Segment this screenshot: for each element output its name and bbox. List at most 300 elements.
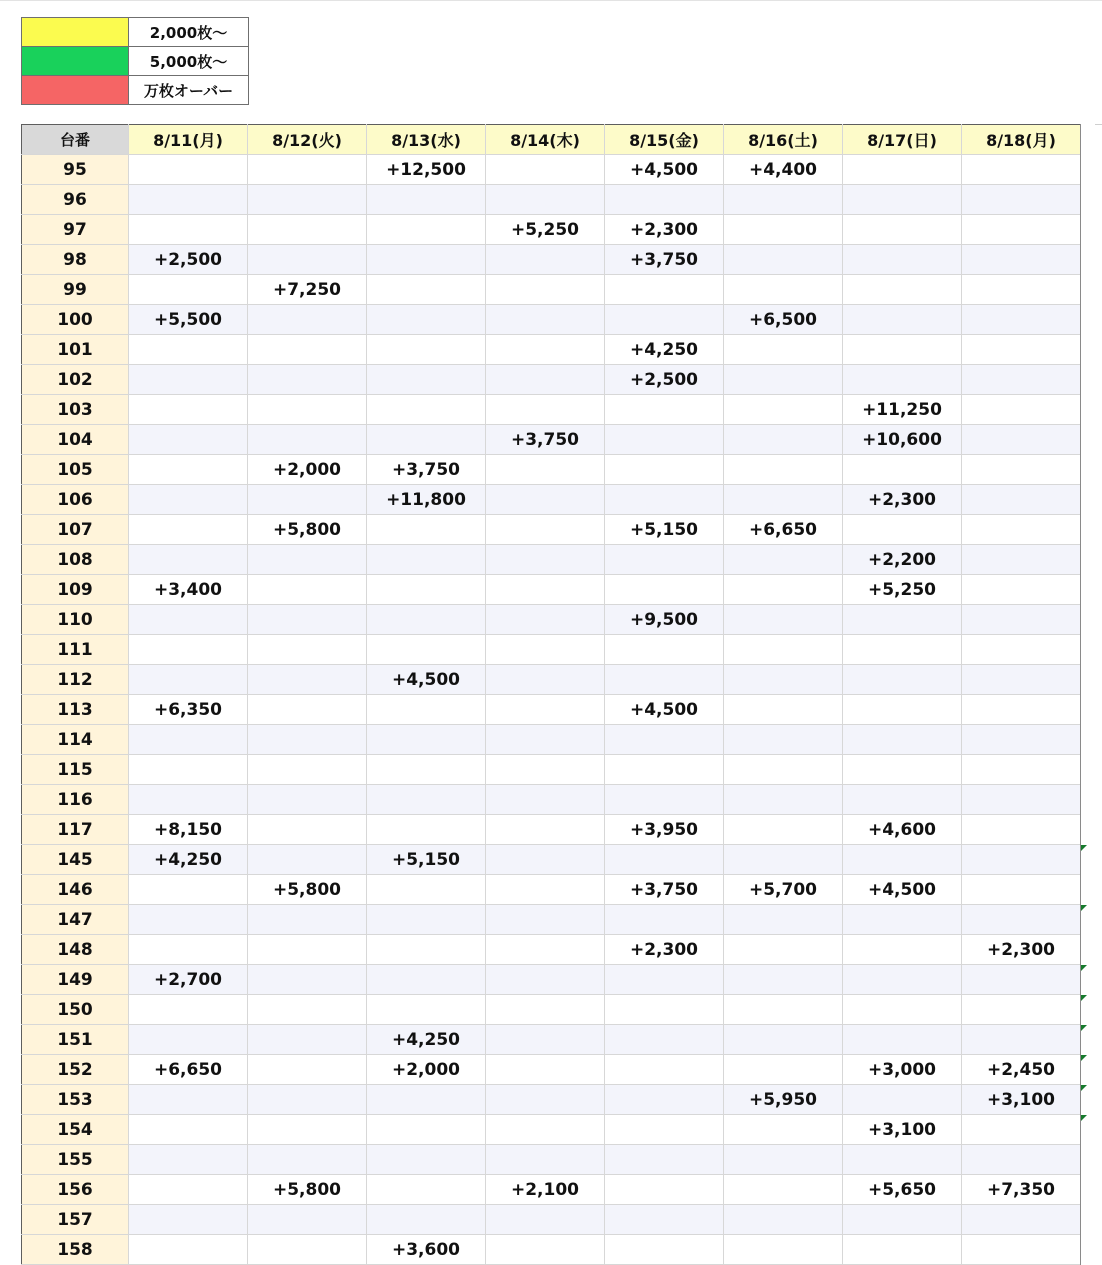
payout-cell	[367, 575, 486, 605]
table-row	[22, 905, 1081, 935]
machine-number-cell: 117	[22, 815, 129, 845]
machine-number-cell: 103	[22, 395, 129, 425]
payout-cell	[486, 695, 605, 725]
payout-cell: +3,950	[605, 815, 724, 845]
payout-cell: +6,650	[129, 1055, 248, 1085]
payout-cell	[129, 995, 248, 1025]
payout-cell	[962, 845, 1081, 875]
payout-cell: +2,300	[962, 935, 1081, 965]
machine-number-header: 台番	[22, 125, 129, 155]
payout-cell	[605, 725, 724, 755]
machine-number-cell: 95	[22, 155, 129, 185]
payout-cell	[486, 485, 605, 515]
payout-cell	[129, 935, 248, 965]
payout-cell	[605, 635, 724, 665]
payout-cell	[724, 995, 843, 1025]
payout-cell	[248, 485, 367, 515]
payout-cell	[605, 575, 724, 605]
payout-cell	[129, 485, 248, 515]
machine-number-cell: 114	[22, 725, 129, 755]
payout-cell: +4,500	[367, 665, 486, 695]
payout-cell	[486, 605, 605, 635]
payout-cell	[248, 785, 367, 815]
payout-cell	[486, 455, 605, 485]
payout-cell	[367, 605, 486, 635]
table-row	[22, 155, 1081, 185]
payout-cell	[248, 215, 367, 245]
machine-number-cell: 116	[22, 785, 129, 815]
payout-cell	[367, 635, 486, 665]
payout-cell	[367, 995, 486, 1025]
date-header: 8/12(火)	[248, 125, 367, 155]
payout-cell: +5,250	[843, 575, 962, 605]
payout-cell	[962, 545, 1081, 575]
payout-cell	[486, 305, 605, 335]
payout-cell	[843, 1205, 962, 1235]
payout-cell	[367, 245, 486, 275]
table-row	[22, 875, 1081, 905]
date-header: 8/17(日)	[843, 125, 962, 155]
payout-cell	[129, 365, 248, 395]
payout-cell	[962, 185, 1081, 215]
machine-number-cell: 111	[22, 635, 129, 665]
payout-cell	[486, 155, 605, 185]
payout-cell: +8,150	[129, 815, 248, 845]
payout-cell	[605, 1115, 724, 1145]
table-row	[22, 815, 1081, 845]
date-header: 8/16(土)	[724, 125, 843, 155]
payout-cell: +5,150	[367, 845, 486, 875]
machine-number-cell: 102	[22, 365, 129, 395]
payout-cell: +6,650	[724, 515, 843, 545]
payout-cell	[367, 1115, 486, 1145]
payout-cell: +5,700	[724, 875, 843, 905]
payout-cell	[486, 995, 605, 1025]
payout-cell: +6,500	[724, 305, 843, 335]
payout-cell	[843, 935, 962, 965]
payout-cell: +4,500	[605, 695, 724, 725]
comment-marker-icon	[1081, 905, 1087, 911]
payout-cell	[962, 965, 1081, 995]
payout-cell	[367, 335, 486, 365]
machine-number-cell: 154	[22, 1115, 129, 1145]
legend-swatch-yellow	[22, 18, 129, 47]
payout-cell	[129, 545, 248, 575]
payout-cell: +3,750	[605, 245, 724, 275]
payout-cell	[724, 455, 843, 485]
payout-cell	[962, 485, 1081, 515]
machine-number-cell: 155	[22, 1145, 129, 1175]
table-row	[22, 395, 1081, 425]
payout-cell	[367, 1145, 486, 1175]
payout-cell	[129, 155, 248, 185]
payout-cell	[248, 965, 367, 995]
payout-cell: +3,750	[367, 455, 486, 485]
payout-cell	[486, 875, 605, 905]
payout-cell	[843, 995, 962, 1025]
payout-cell: +11,250	[843, 395, 962, 425]
payout-cell	[724, 275, 843, 305]
payout-cell	[724, 635, 843, 665]
payout-cell	[248, 245, 367, 275]
payout-cell	[248, 845, 367, 875]
payout-cell	[486, 1085, 605, 1115]
machine-number-cell: 113	[22, 695, 129, 725]
payout-cell	[367, 215, 486, 245]
payout-cell	[486, 275, 605, 305]
payout-cell: +5,800	[248, 515, 367, 545]
table-row	[22, 575, 1081, 605]
payout-cell	[248, 155, 367, 185]
payout-cell	[248, 905, 367, 935]
payout-cell: +3,100	[962, 1085, 1081, 1115]
payout-cell	[129, 1205, 248, 1235]
table-body	[22, 155, 1081, 1265]
date-header: 8/14(木)	[486, 125, 605, 155]
payout-cell	[962, 155, 1081, 185]
payout-cell	[605, 995, 724, 1025]
payout-cell	[724, 755, 843, 785]
machine-number-cell: 112	[22, 665, 129, 695]
comment-marker-icon	[1081, 845, 1087, 851]
payout-cell	[843, 1145, 962, 1175]
machine-number-cell: 157	[22, 1205, 129, 1235]
table-row	[22, 605, 1081, 635]
payout-cell: +5,650	[843, 1175, 962, 1205]
table-row	[22, 185, 1081, 215]
payout-cell	[962, 1235, 1081, 1265]
payout-cell	[605, 1175, 724, 1205]
payout-cell: +5,500	[129, 305, 248, 335]
machine-number-cell: 98	[22, 245, 129, 275]
payout-cell	[129, 1175, 248, 1205]
payout-cell	[248, 815, 367, 845]
payout-cell	[962, 215, 1081, 245]
payout-cell: +2,300	[605, 935, 724, 965]
payout-cell	[248, 995, 367, 1025]
payout-cell	[843, 155, 962, 185]
table-row	[22, 1175, 1081, 1205]
payout-cell	[248, 935, 367, 965]
payout-cell	[724, 1025, 843, 1055]
machine-number-cell: 100	[22, 305, 129, 335]
payout-cell: +2,450	[962, 1055, 1081, 1085]
payout-cell	[843, 455, 962, 485]
payout-cell	[605, 1235, 724, 1265]
payout-cell	[486, 1145, 605, 1175]
payout-cell	[962, 1115, 1081, 1145]
payout-cell	[605, 1025, 724, 1055]
payout-cell	[724, 425, 843, 455]
payout-cell	[843, 1085, 962, 1115]
payout-cell	[724, 1205, 843, 1235]
payout-cell	[962, 755, 1081, 785]
payout-cell: +4,250	[129, 845, 248, 875]
payout-cell	[129, 755, 248, 785]
payout-cell	[605, 905, 724, 935]
top-divider	[0, 0, 1102, 1]
payout-cell	[367, 695, 486, 725]
table-row	[22, 425, 1081, 455]
payout-cell: +6,350	[129, 695, 248, 725]
payout-cell	[724, 1055, 843, 1085]
machine-number-cell: 115	[22, 755, 129, 785]
payout-cell: +7,250	[248, 275, 367, 305]
payout-cell	[486, 635, 605, 665]
payout-cell	[248, 605, 367, 635]
machine-number-cell: 158	[22, 1235, 129, 1265]
payout-cell	[367, 905, 486, 935]
header-row	[22, 125, 1081, 155]
payout-cell	[605, 395, 724, 425]
payout-cell	[367, 365, 486, 395]
legend-row	[22, 18, 249, 47]
payout-cell	[605, 785, 724, 815]
payout-cell	[962, 875, 1081, 905]
payout-cell	[724, 905, 843, 935]
payout-cell	[129, 215, 248, 245]
payout-cell	[486, 395, 605, 425]
payout-cell: +5,800	[248, 1175, 367, 1205]
payout-cell: +3,600	[367, 1235, 486, 1265]
payout-cell	[248, 725, 367, 755]
payout-cell	[248, 1235, 367, 1265]
table-row	[22, 365, 1081, 395]
payout-cell: +3,400	[129, 575, 248, 605]
payout-cell	[962, 1025, 1081, 1055]
payout-cell	[129, 1025, 248, 1055]
payout-cell	[605, 455, 724, 485]
payout-cell	[248, 1085, 367, 1115]
payout-cell	[843, 365, 962, 395]
payout-cell	[248, 1055, 367, 1085]
payout-cell	[367, 815, 486, 845]
payout-cell: +5,150	[605, 515, 724, 545]
table-row	[22, 335, 1081, 365]
payout-cell	[843, 335, 962, 365]
payout-cell	[486, 815, 605, 845]
payout-cell	[248, 575, 367, 605]
payout-cell	[248, 665, 367, 695]
payout-cell	[486, 905, 605, 935]
payout-cell	[129, 725, 248, 755]
payout-cell	[367, 1175, 486, 1205]
payout-cell	[129, 875, 248, 905]
date-header: 8/15(金)	[605, 125, 724, 155]
comment-marker-icon	[1081, 1085, 1087, 1091]
payout-cell: +2,000	[248, 455, 367, 485]
machine-number-cell: 150	[22, 995, 129, 1025]
payout-cell	[248, 1115, 367, 1145]
table-row	[22, 1205, 1081, 1235]
payout-cell	[367, 425, 486, 455]
payout-cell	[962, 665, 1081, 695]
payout-cell	[962, 275, 1081, 305]
comment-marker-icon	[1081, 995, 1087, 1001]
payout-cell	[248, 185, 367, 215]
comment-marker-icon	[1081, 965, 1087, 971]
machine-number-cell: 107	[22, 515, 129, 545]
payout-cell: +5,950	[724, 1085, 843, 1115]
payout-cell: +4,250	[367, 1025, 486, 1055]
payout-cell	[486, 335, 605, 365]
payout-cell	[129, 395, 248, 425]
payout-cell	[248, 425, 367, 455]
machine-number-cell: 151	[22, 1025, 129, 1055]
payout-cell	[724, 245, 843, 275]
payout-cell	[843, 665, 962, 695]
payout-cell	[962, 785, 1081, 815]
table-row	[22, 995, 1081, 1025]
payout-cell: +2,500	[129, 245, 248, 275]
payout-cell	[724, 335, 843, 365]
payout-cell	[129, 275, 248, 305]
payout-cell	[486, 1025, 605, 1055]
payout-cell	[724, 695, 843, 725]
payout-cell	[843, 215, 962, 245]
table-row	[22, 845, 1081, 875]
payout-cell	[248, 335, 367, 365]
payout-cell	[605, 755, 724, 785]
payout-cell	[486, 935, 605, 965]
table-row	[22, 1025, 1081, 1055]
payout-cell	[367, 755, 486, 785]
payout-cell: +4,600	[843, 815, 962, 845]
payout-cell	[248, 695, 367, 725]
payout-cell	[129, 1235, 248, 1265]
payout-cell	[724, 185, 843, 215]
payout-cell	[367, 305, 486, 335]
payout-cell	[843, 725, 962, 755]
payout-cell: +2,100	[486, 1175, 605, 1205]
payout-table	[21, 124, 1081, 1265]
payout-cell	[843, 305, 962, 335]
date-header: 8/11(月)	[129, 125, 248, 155]
payout-cell	[367, 1205, 486, 1235]
payout-cell: +4,500	[843, 875, 962, 905]
payout-cell	[605, 185, 724, 215]
machine-number-cell: 106	[22, 485, 129, 515]
comment-marker-icon	[1081, 1025, 1087, 1031]
payout-cell	[486, 515, 605, 545]
payout-cell	[962, 515, 1081, 545]
payout-cell	[605, 1145, 724, 1175]
payout-cell	[843, 785, 962, 815]
table-row	[22, 515, 1081, 545]
legend-label: 2,000枚～	[129, 18, 249, 47]
table-row	[22, 485, 1081, 515]
payout-cell	[129, 605, 248, 635]
payout-cell	[724, 935, 843, 965]
table-row	[22, 455, 1081, 485]
payout-cell: +4,500	[605, 155, 724, 185]
payout-cell	[843, 695, 962, 725]
payout-cell	[605, 425, 724, 455]
payout-cell	[724, 1115, 843, 1145]
payout-cell	[486, 1055, 605, 1085]
payout-cell: +2,500	[605, 365, 724, 395]
payout-cell: +3,750	[605, 875, 724, 905]
payout-cell: +10,600	[843, 425, 962, 455]
machine-number-cell: 148	[22, 935, 129, 965]
payout-cell	[962, 815, 1081, 845]
payout-cell	[129, 335, 248, 365]
payout-cell	[248, 365, 367, 395]
payout-cell	[724, 485, 843, 515]
table-row	[22, 1085, 1081, 1115]
payout-cell	[367, 1085, 486, 1115]
payout-cell	[129, 635, 248, 665]
payout-cell	[843, 1025, 962, 1055]
payout-cell	[843, 1235, 962, 1265]
payout-cell	[486, 1205, 605, 1235]
payout-cell	[962, 725, 1081, 755]
table-row	[22, 665, 1081, 695]
payout-cell	[367, 515, 486, 545]
color-legend	[21, 17, 249, 105]
payout-cell	[367, 395, 486, 425]
payout-cell	[367, 935, 486, 965]
machine-number-cell: 108	[22, 545, 129, 575]
payout-cell	[843, 515, 962, 545]
payout-cell	[129, 1085, 248, 1115]
payout-cell: +12,500	[367, 155, 486, 185]
payout-cell	[129, 185, 248, 215]
legend-label: 万枚オーバー	[129, 76, 249, 105]
payout-cell	[724, 815, 843, 845]
payout-cell	[962, 395, 1081, 425]
machine-number-cell: 104	[22, 425, 129, 455]
comment-marker-icon	[1081, 1055, 1087, 1061]
payout-cell	[367, 785, 486, 815]
payout-cell	[962, 995, 1081, 1025]
payout-cell	[605, 545, 724, 575]
machine-number-cell: 149	[22, 965, 129, 995]
payout-cell	[367, 875, 486, 905]
payout-cell	[605, 1085, 724, 1115]
payout-cell	[962, 575, 1081, 605]
payout-cell	[724, 1235, 843, 1265]
payout-cell	[248, 545, 367, 575]
legend-row	[22, 47, 249, 76]
payout-cell	[605, 965, 724, 995]
machine-number-cell: 101	[22, 335, 129, 365]
payout-cell: +9,500	[605, 605, 724, 635]
date-header: 8/13(水)	[367, 125, 486, 155]
table-row	[22, 635, 1081, 665]
payout-cell	[962, 605, 1081, 635]
payout-cell	[486, 365, 605, 395]
table-row	[22, 245, 1081, 275]
payout-cell	[962, 695, 1081, 725]
payout-cell	[129, 905, 248, 935]
payout-cell: +2,000	[367, 1055, 486, 1085]
legend-row	[22, 76, 249, 105]
payout-cell: +5,250	[486, 215, 605, 245]
payout-cell	[724, 1175, 843, 1205]
payout-cell	[724, 545, 843, 575]
payout-cell	[486, 755, 605, 785]
payout-cell: +2,700	[129, 965, 248, 995]
date-header: 8/18(月)	[962, 125, 1081, 155]
payout-cell	[605, 845, 724, 875]
payout-cell	[248, 1205, 367, 1235]
payout-cell	[486, 785, 605, 815]
payout-cell	[843, 245, 962, 275]
payout-cell	[367, 185, 486, 215]
payout-cell	[843, 635, 962, 665]
table-row	[22, 1055, 1081, 1085]
